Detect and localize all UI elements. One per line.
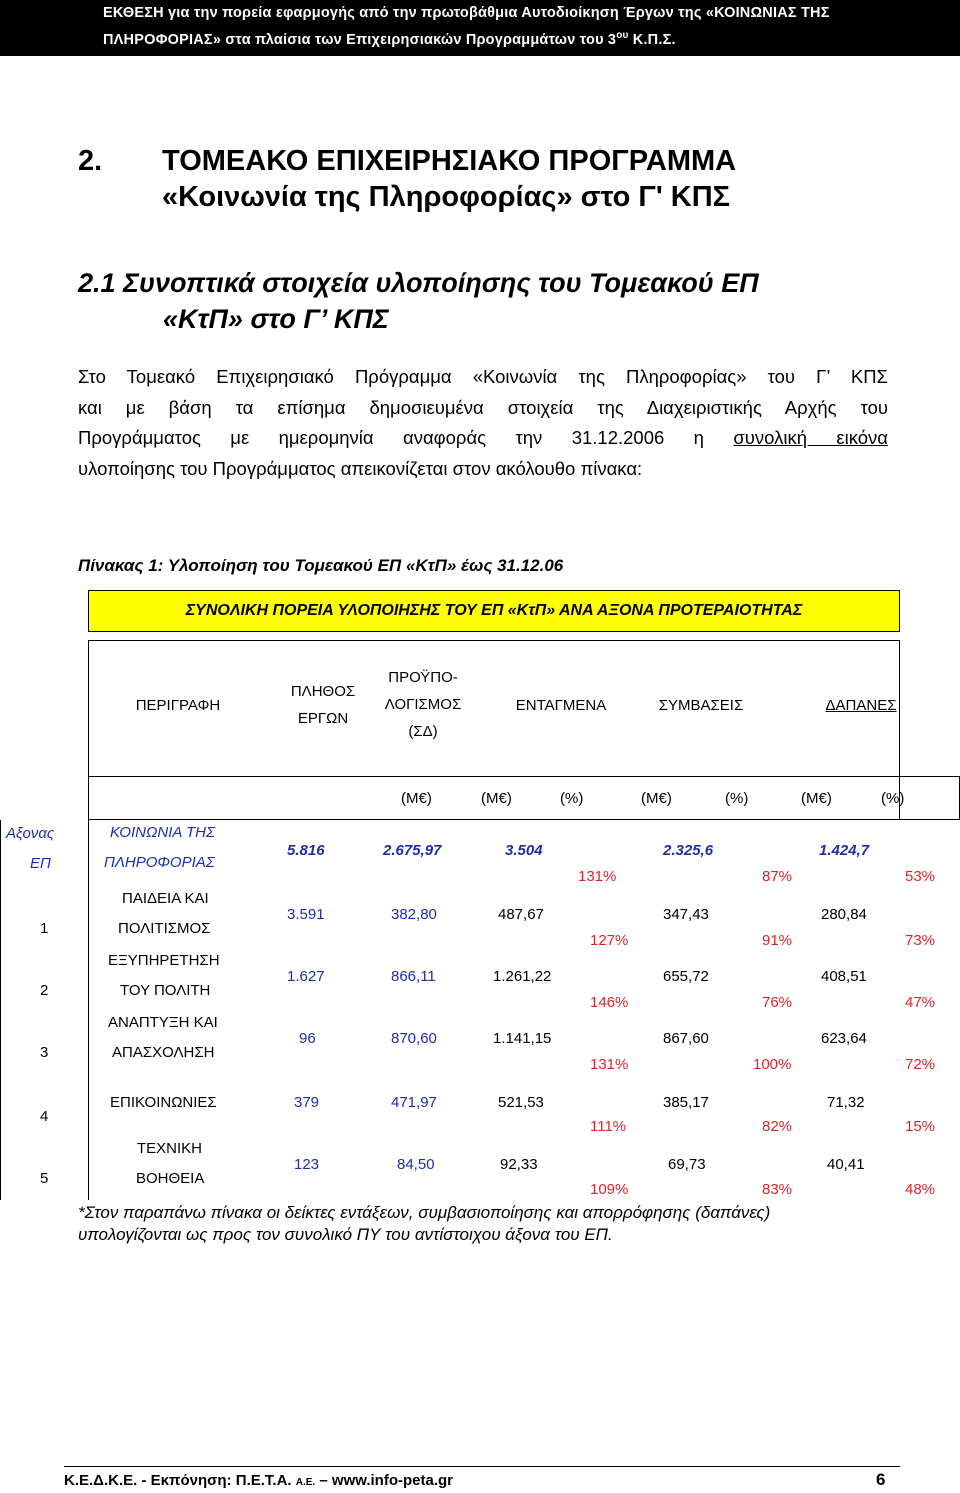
row-5-expenses-pct: 48% — [905, 1181, 936, 1198]
row-1-committed-pct: 127% — [590, 932, 629, 949]
row-total-desc-1: ΚΟΙΝΩΝΙΑ ΤΗΣ — [110, 824, 215, 841]
row-3-expenses: 623,64 — [821, 1030, 867, 1047]
row-3-desc-1: ΑΝΑΠΤΥΞΗ ΚΑΙ — [108, 1014, 218, 1031]
paragraph-underlined-phrase: συνολική εικόνα — [733, 427, 889, 448]
row-3-projects: 96 — [299, 1030, 316, 1047]
header-line-1: ΕΚΘΕΣΗ για την πορεία εφαρμογής από την πρωτοβάθμια Αυτοδιοίκηση Έργων της «ΚΟΙΝΩΝΙΑΣ ΤΗΣ — [103, 5, 830, 21]
table-caption: Πίνακας 1: Υλοποίηση του Τομεακού ΕΠ «ΚτΠ» έως 31.12.06 — [78, 556, 564, 575]
header-projects-line-2: ΕΡΓΩΝ — [297, 710, 349, 727]
row-5-expenses: 40,41 — [827, 1156, 865, 1173]
header-line-2-end: Κ.Π.Σ. — [628, 31, 676, 48]
paragraph-line-4: υλοποίησης του Προγράμματος απεικονίζεται στον ακόλουθο πίνακα: — [78, 457, 643, 479]
paragraph-line-2: και με βάση τα επίσημα δημοσιευμένα στοιχεία της Διαχειριστικής Αρχής του — [78, 396, 888, 418]
row-5-desc-1: ΤΕΧΝΙΚΗ — [137, 1140, 203, 1157]
subsection-title-line-2: «ΚτΠ» στο Γ’ ΚΠΣ — [163, 304, 389, 334]
row-5-budget: 84,50 — [397, 1156, 435, 1173]
row-total-expenses-pct: 53% — [905, 868, 936, 885]
intro-paragraph — [78, 362, 888, 484]
row-2-desc-1: ΕΞΥΠΗΡΕΤΗΣΗ — [108, 952, 220, 969]
section-number: 2. — [78, 145, 103, 177]
row-4-committed-pct: 111% — [590, 1118, 627, 1135]
row-1-projects: 3.591 — [287, 906, 325, 923]
subsection-title-line-1: 2.1 Συνοπτικά στοιχεία υλοποίησης του Τομεακού ΕΠ — [78, 268, 759, 298]
row-4-axis: 4 — [40, 1108, 49, 1125]
row-3-expenses-pct: 72% — [905, 1056, 936, 1073]
footer-publisher: Κ.Ε.Δ.Κ.Ε. - Εκπόνηση: Π.Ε.Τ.Α. — [64, 1472, 296, 1489]
axis-label-line-1: Αξονας — [6, 825, 55, 842]
unit-committed: (Μ€) — [481, 790, 512, 807]
row-1-axis: 1 — [40, 920, 49, 937]
note-line-2: υπολογίζονται ως προς τον συνολικό ΠΥ του αντίστοιχου άξονα του ΕΠ. — [78, 1225, 613, 1244]
row-total-desc-2: ΠΛΗΡΟΦΟΡΙΑΣ — [104, 854, 215, 871]
section-title-line-2: «Κοινωνία της Πληροφορίας» στο Γ' ΚΠΣ — [162, 181, 731, 213]
row-4-contracts: 385,17 — [663, 1094, 709, 1111]
row-5-axis: 5 — [40, 1170, 49, 1187]
row-2-axis: 2 — [40, 982, 49, 999]
row-4-desc-1: ΕΠΙΚΟΙΝΩΝΙΕΣ — [110, 1094, 217, 1111]
summary-table — [0, 640, 960, 1200]
header-projects-line-1: ΠΛΗΘΟΣ — [290, 683, 356, 700]
page-number: 6 — [876, 1470, 886, 1489]
row-1-desc-2: ΠΟΛΙΤΙΣΜΟΣ — [118, 920, 211, 937]
row-2-committed: 1.261,22 — [493, 968, 552, 985]
row-3-committed: 1.141,15 — [493, 1030, 552, 1047]
paragraph-line-3 — [78, 423, 888, 454]
row-4-projects: 379 — [294, 1094, 320, 1111]
row-1-contracts-pct: 91% — [762, 932, 793, 949]
row-2-desc-2: ΤΟΥ ΠΟΛΙΤΗ — [120, 982, 211, 999]
row-1-expenses-pct: 73% — [905, 932, 936, 949]
row-2-projects: 1.627 — [287, 968, 325, 985]
row-4-expenses: 71,32 — [827, 1094, 865, 1111]
row-total-committed: 3.504 — [505, 842, 543, 859]
row-total-projects: 5.816 — [287, 842, 325, 859]
paragraph-line-3-text: Προγράμματος με ημερομηνία αναφοράς την 31.12.2006 η — [78, 427, 704, 448]
row-4-committed: 521,53 — [498, 1094, 544, 1111]
row-total-expenses: 1.424,7 — [819, 842, 870, 859]
row-2-expenses: 408,51 — [821, 968, 867, 985]
table-note — [78, 1202, 770, 1246]
row-3-contracts-pct: 100% — [753, 1056, 792, 1073]
row-5-contracts-pct: 83% — [762, 1181, 793, 1198]
row-2-committed-pct: 146% — [590, 994, 629, 1011]
row-total-contracts-pct: 87% — [762, 868, 793, 885]
unit-expenses: (Μ€) — [801, 790, 832, 807]
header-line-2 — [103, 30, 676, 48]
row-total-contracts: 2.325,6 — [663, 842, 714, 859]
footer-website-link[interactable]: – www.info-peta.gr — [315, 1472, 454, 1489]
row-total-committed-pct: 131% — [578, 868, 617, 885]
axis-label-line-2: ΕΠ — [30, 855, 51, 872]
header-line-2-text: ΠΛΗΡΟΦΟΡΙΑΣ» στα πλαίσια των Επιχειρησιακών Προγραμμάτων του 3 — [103, 31, 617, 48]
section-heading-line-1 — [78, 145, 898, 181]
header-budget-line-3: (ΣΔ) — [408, 723, 438, 740]
row-4-budget: 471,97 — [391, 1094, 437, 1111]
table-vertical-rule — [88, 776, 89, 1200]
row-3-budget: 870,60 — [391, 1030, 437, 1047]
row-4-contracts-pct: 82% — [762, 1118, 793, 1135]
row-2-contracts: 655,72 — [663, 968, 709, 985]
footer-divider — [64, 1466, 900, 1467]
unit-committed-pct: (%) — [560, 790, 584, 807]
row-4-expenses-pct: 15% — [905, 1118, 936, 1135]
row-3-committed-pct: 131% — [590, 1056, 629, 1073]
unit-expenses-pct: (%) — [881, 790, 905, 807]
document-header — [0, 0, 960, 56]
header-projects — [268, 678, 378, 732]
header-budget-line-2: ΛΟΓΙΣΜΟΣ — [384, 696, 462, 713]
row-1-desc-1: ΠΑΙΔΕΙΑ ΚΑΙ — [122, 890, 209, 907]
footer-company-suffix: Α.Ε. — [295, 1477, 316, 1488]
section-title-line-1: ΤΟΜΕΑΚΟ ΕΠΙΧΕΙΡΗΣΙΑΚΟ ΠΡΟΓΡΑΜΜΑ — [162, 145, 737, 177]
row-5-committed: 92,33 — [500, 1156, 538, 1173]
row-total-budget: 2.675,97 — [383, 842, 442, 859]
row-5-contracts: 69,73 — [668, 1156, 706, 1173]
row-1-contracts: 347,43 — [663, 906, 709, 923]
header-expenses: ΔΑΠΑΝΕΣ — [825, 697, 897, 714]
row-5-committed-pct: 109% — [590, 1181, 629, 1198]
row-2-expenses-pct: 47% — [905, 994, 936, 1011]
row-1-expenses: 280,84 — [821, 906, 867, 923]
unit-contracts: (Μ€) — [641, 790, 672, 807]
table-banner: ΣΥΝΟΛΙΚΗ ΠΟΡΕΙΑ ΥΛΟΠΟΙΗΣΗΣ ΤΟΥ ΕΠ «ΚτΠ» ΑΝΑ ΑΞΟΝΑ ΠΡΟΤΕΡΑΙΟΤΗΤΑΣ — [88, 590, 900, 632]
row-3-desc-2: ΑΠΑΣΧΟΛΗΣΗ — [112, 1044, 215, 1061]
row-1-budget: 382,80 — [391, 906, 437, 923]
header-budget — [368, 664, 478, 745]
row-5-desc-2: ΒΟΗΘΕΙΑ — [136, 1170, 205, 1187]
row-2-contracts-pct: 76% — [762, 994, 793, 1011]
row-3-contracts: 867,60 — [663, 1030, 709, 1047]
page-footer — [64, 1472, 453, 1489]
row-5-projects: 123 — [294, 1156, 320, 1173]
section-heading-line-2 — [78, 181, 898, 217]
unit-budget: (Μ€) — [401, 790, 432, 807]
header-budget-line-1: ΠΡΟΫΠΟ- — [388, 669, 458, 686]
header-contracts: ΣΥΜΒΑΣΕΙΣ — [658, 697, 744, 714]
row-2-budget: 866,11 — [391, 968, 436, 985]
unit-contracts-pct: (%) — [725, 790, 749, 807]
row-1-committed: 487,67 — [498, 906, 544, 923]
paragraph-line-1: Στο Τομεακό Επιχειρησιακό Πρόγραμμα «Κοινωνία της Πληροφορίας» του Γ’ ΚΠΣ — [78, 366, 888, 387]
note-line-1: *Στον παραπάνω πίνακα οι δείκτες εντάξεων, συμβασιοποίησης και απορρόφησης (δαπάνες) — [78, 1203, 771, 1222]
header-superscript: ου — [616, 30, 629, 41]
header-description: ΠΕΡΙΓΡΑΦΗ — [135, 697, 221, 714]
header-commitments: ΕΝΤΑΓΜΕΝΑ — [515, 697, 607, 714]
row-3-axis: 3 — [40, 1044, 49, 1061]
